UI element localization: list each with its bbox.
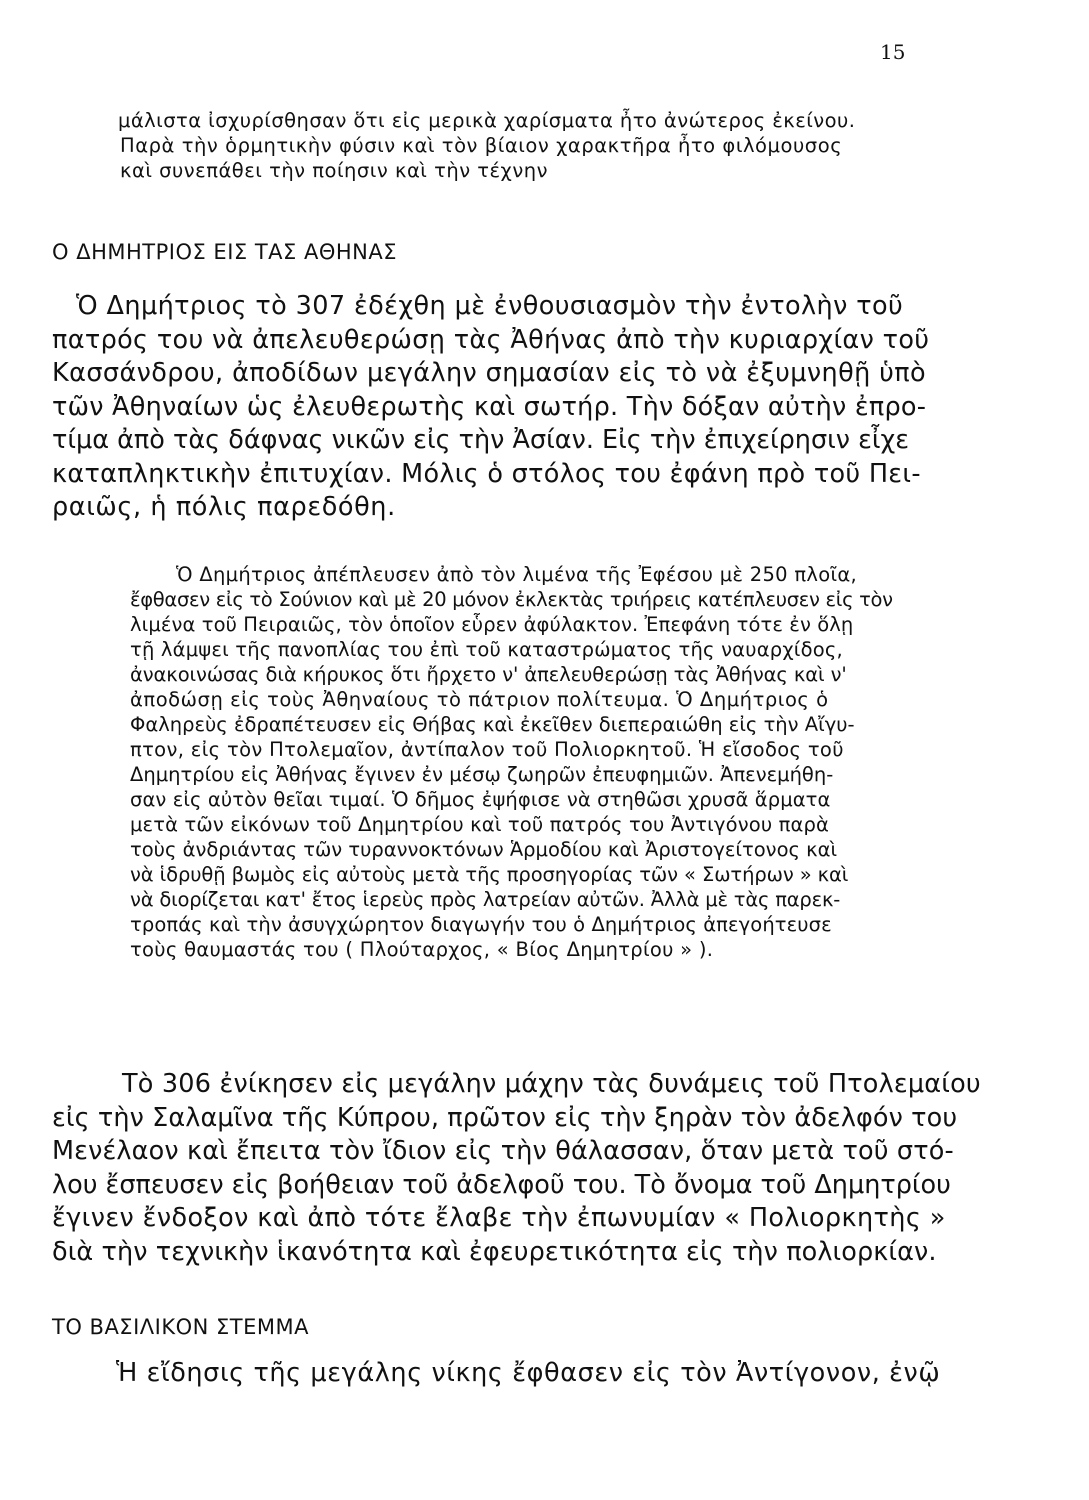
text-line: μάλιστα ἰσχυρίσθησαν ὅτι εἰς μερικὰ χαρίσματα ἦτο ἀνώτερος ἐκείνου.	[118, 109, 856, 132]
text-line: καὶ συνεπάθει τὴν ποίησιν καὶ τὴν τέχνην	[120, 159, 548, 182]
text-line: πατρός του νὰ ἀπελευθερώσῃ τὰς Ἀθήνας ἀπὸ τὴν κυριαρχίαν τοῦ	[52, 324, 930, 355]
text-line: καταπληκτικὴν ἐπιτυχίαν. Μόλις ὁ στόλος του ἐφάνη πρὸ τοῦ Πει-	[52, 458, 921, 489]
text-line: σαν εἰς αὐτὸν θεῖαι τιμαί. Ὁ δῆμος ἐψήφισε νὰ στηθῶσι χρυσᾶ ἅρματα	[130, 788, 831, 811]
text-line: τῇ λάμψει τῆς πανοπλίας του ἐπὶ τοῦ καταστρώματος τῆς ναυαρχίδος,	[130, 638, 843, 661]
text-line: τῶν Ἀθηναίων ὡς ἐλευθερωτὴς καὶ σωτήρ. Τὴν δόξαν αὐτὴν ἐπρο-	[52, 391, 927, 422]
text-line: τοὺς ἀνδριάντας τῶν τυραννοκτόνων Ἁρμοδίου καὶ Ἀριστογείτονος καὶ	[130, 838, 838, 861]
quotation-block	[130, 562, 930, 962]
text-line: τίμα ἀπὸ τὰς δάφνας νικῶν εἰς τὴν Ἀσίαν. Εἰς τὴν ἐπιχείρησιν εἶχε	[52, 425, 910, 455]
intro-paragraph	[118, 108, 938, 183]
text-line: Μενέλαον καὶ ἔπειτα τὸν ἴδιον εἰς τὴν θάλασσαν, ὅταν μετὰ τοῦ στό-	[52, 1136, 954, 1166]
body-paragraph	[52, 290, 932, 525]
section-heading: ΤΟ ΒΑΣΙΛΙΚΟΝ ΣΤΕΜΜΑ	[52, 1315, 309, 1339]
text-line: Ὁ Δημήτριος ἀπέπλευσεν ἀπὸ τὸν λιμένα τῆς Ἐφέσου μὲ 250 πλοῖα,	[176, 563, 858, 586]
text-line: λου ἔσπευσεν εἰς βοήθειαν τοῦ ἀδελφοῦ του. Τὸ ὄνομα τοῦ Δημητρίου	[52, 1169, 951, 1200]
text-line: Φαληρεὺς ἐδραπέτευσεν εἰς Θήβας καὶ ἐκεῖθεν διεπεραιώθη εἰς τὴν Αἴγυ-	[130, 713, 855, 736]
text-line: εἰς τὴν Σαλαμῖνα τῆς Κύπρου, πρῶτον εἰς τὴν ξηρὰν τὸν ἀδελφόν του	[52, 1102, 958, 1133]
text-line: λιμένα τοῦ Πειραιῶς, τὸν ὁποῖον εὗρεν ἀφύλακτον. Ἐπεφάνη τότε ἐν ὅλῃ	[130, 613, 854, 636]
section-heading: Ο ΔΗΜΗΤΡΙΟΣ ΕΙΣ ΤΑΣ ΑΘΗΝΑΣ	[52, 240, 398, 264]
text-line: νὰ ἱδρυθῇ βωμὸς εἰς αὐτοὺς μετὰ τῆς προσηγορίας τῶν « Σωτήρων » καὶ	[130, 863, 849, 886]
text-line: διὰ τὴν τεχνικὴν ἱκανότητα καὶ ἐφευρετικότητα εἰς τὴν πολιορκίαν.	[52, 1236, 937, 1267]
text-line: ἀποδώσῃ εἰς τοὺς Ἀθηναίους τὸ πάτριον πολίτευμα. Ὁ Δημήτριος ὁ	[130, 688, 829, 711]
body-paragraph	[52, 1068, 981, 1269]
text-line: Τὸ 306 ἐνίκησεν εἰς μεγάλην μάχην τὰς δυνάμεις τοῦ Πτολεμαίου	[122, 1069, 981, 1099]
text-line: Ἡ εἴδησις τῆς μεγάλης νίκης ἔφθασεν εἰς τὸν Ἀντίγονον, ἐνῷ	[116, 1358, 941, 1388]
text-line: νὰ διορίζεται κατ' ἔτος ἱερεὺς πρὸς λατρείαν αὐτῶν. Ἀλλὰ μὲ τὰς παρεκ-	[130, 888, 841, 911]
text-line: Κασσάνδρου, ἀποδίδων μεγάλην σημασίαν εἰς τὸ νὰ ἐξυμνηθῇ ὑπὸ	[52, 358, 927, 388]
text-line: ἔφθασεν εἰς τὸ Σούνιον καὶ μὲ 20 μόνον ἐκλεκτὰς τριήρεις κατέπλευσεν εἰς τὸν	[130, 588, 893, 611]
text-line: μετὰ τῶν εἰκόνων τοῦ Δημητρίου καὶ τοῦ πατρός του Ἀντιγόνου παρὰ	[130, 813, 830, 836]
text-line: ἀνακοινώσας διὰ κήρυκος ὅτι ἤρχετο ν' ἀπελευθερώσῃ τὰς Ἀθήνας καὶ ν'	[130, 663, 847, 686]
text-line: ἔγινεν ἔνδοξον καὶ ἀπὸ τότε ἔλαβε τὴν ἐπωνυμίαν « Πολιορκητὴς »	[52, 1203, 946, 1233]
page-number: 15	[880, 40, 906, 64]
text-line: Δημητρίου εἰς Ἀθήνας ἔγινεν ἐν μέσῳ ζωηρῶν ἐπευφημιῶν. Ἀπενεμήθη-	[130, 763, 834, 786]
text-line: τοὺς θαυμαστάς του ( Πλούταρχος, « Βίος Δημητρίου » ).	[130, 938, 714, 961]
text-line: Ὁ Δημήτριος τὸ 307 ἐδέχθη μὲ ἐνθουσιασμὸν τὴν ἐντολὴν τοῦ	[76, 291, 904, 321]
text-line: ραιῶς, ἡ πόλις παρεδόθη.	[52, 492, 396, 522]
text-line: Παρὰ τὴν ὁρμητικὴν φύσιν καὶ τὸν βίαιον χαρακτῆρα ἦτο φιλόμουσος	[120, 134, 843, 157]
text-line: πτον, εἰς τὸν Πτολεμαῖον, ἀντίπαλον τοῦ Πολιορκητοῦ. Ἡ εἴσοδος τοῦ	[130, 738, 844, 761]
body-paragraph	[52, 1357, 941, 1391]
text-line: τροπάς καὶ τὴν ἀσυγχώρητον διαγωγήν του ὁ Δημήτριος ἀπεγοήτευσε	[130, 913, 832, 936]
